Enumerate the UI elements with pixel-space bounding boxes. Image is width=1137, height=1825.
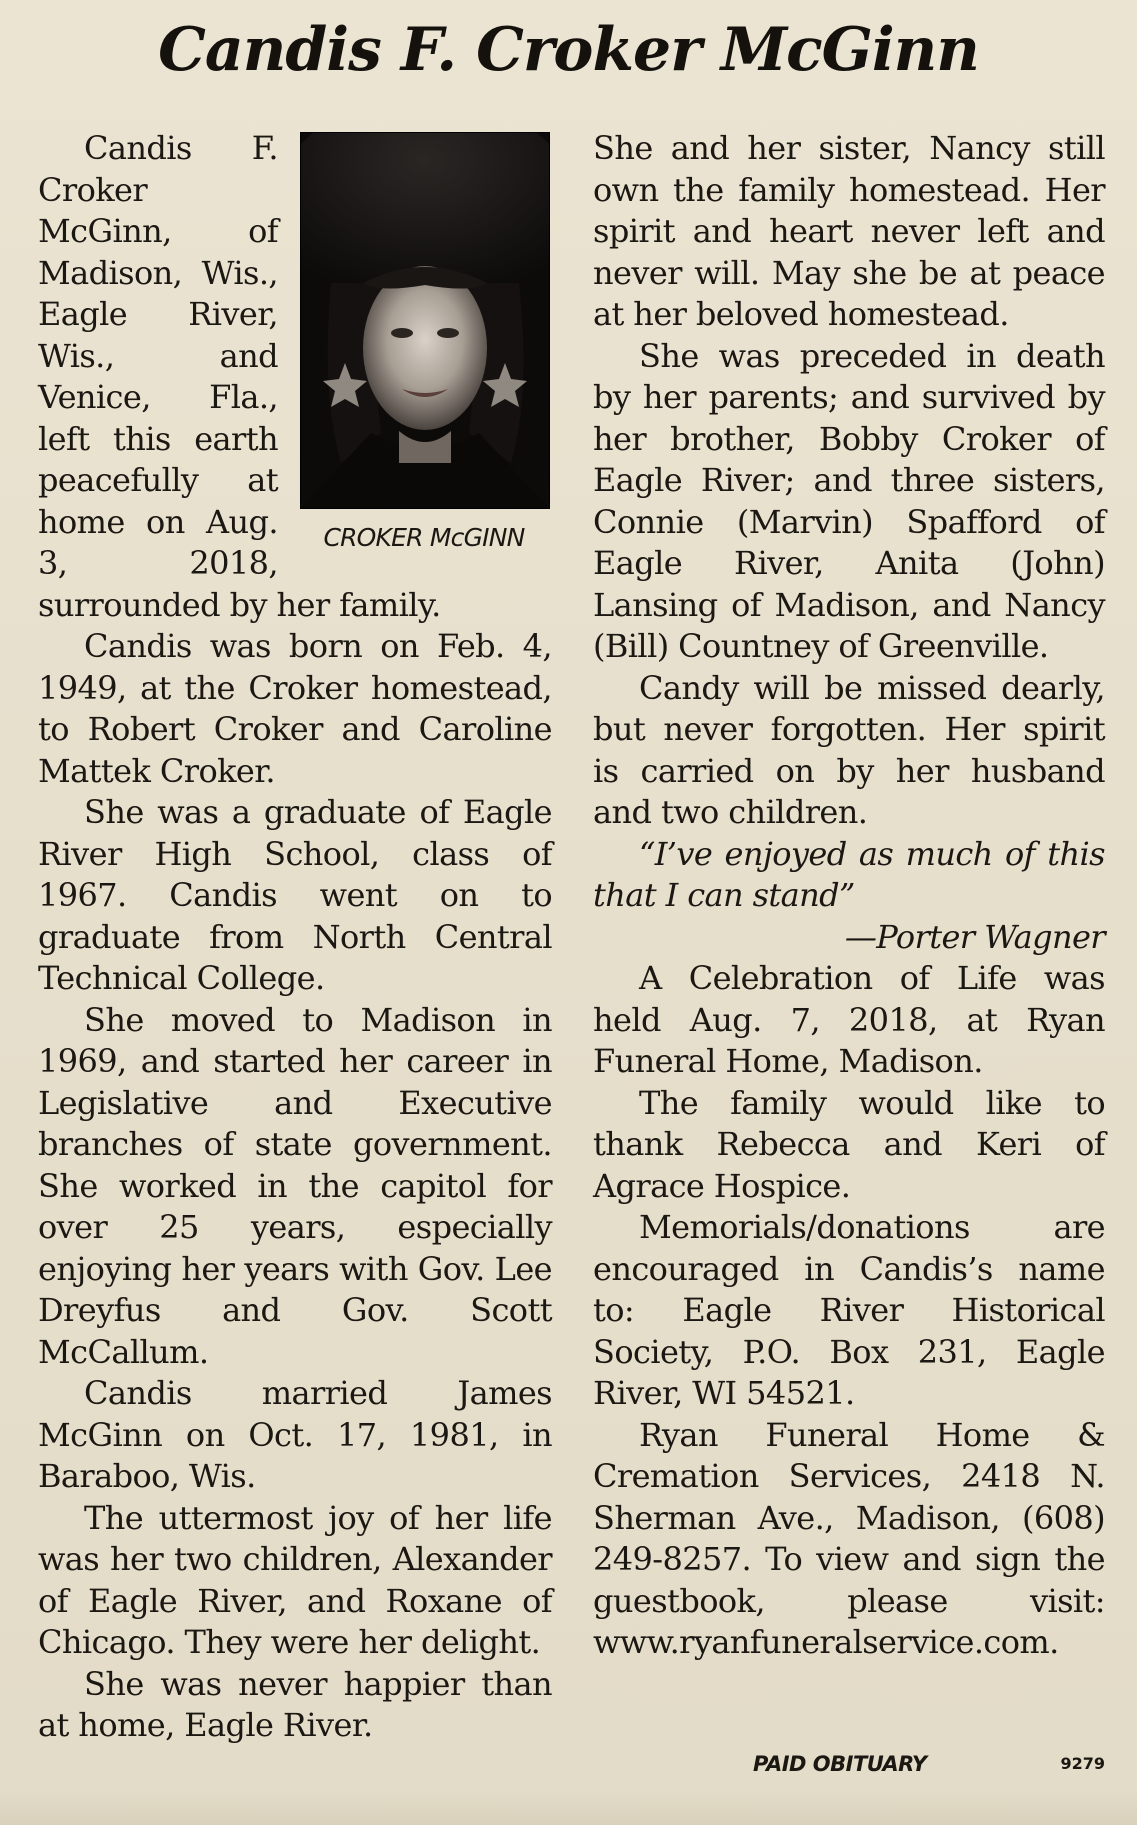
quote-attribution: —Porter Wagner	[844, 917, 1105, 956]
obituary-footer	[593, 1752, 1105, 1782]
obituary-paragraph: Candis married James McGinn on Oct. 17, 1981, in Baraboo, Wis.	[38, 1374, 552, 1495]
portrait-figure	[296, 132, 552, 555]
obituary-paragraph: Ryan Funeral Home & Cremation Services, 2418 N. Sherman Ave., Madison, (608) 249-8257. To view and sign the guestbook, please visit: www.ryanfuneralservice.com.	[593, 1415, 1105, 1661]
right-column	[593, 128, 1105, 1664]
ad-code: 9279	[1060, 1754, 1105, 1773]
portrait-caption: CROKER McGINN	[323, 523, 525, 552]
obituary-paragraph: A Celebration of Life was held Aug. 7, 2018, at Ryan Funeral Home, Madison.	[593, 959, 1105, 1080]
portrait-image	[301, 133, 549, 508]
obituary-paragraph: She was preceded in death by her parents; and survived by her brother, Bobby Croker of Eagle River; and three sisters, Connie (Marvin) Spafford of Eagle River, Anita (John) Lansing of Madison, and Nancy (Bill) Countney of Greenville.	[593, 336, 1105, 665]
obituary-paragraph: Candis F. Croker McGinn, of Madison, Wis., Eagle River, Wis., and Venice, Fla., left this earth peacefully at home on Aug. 3, 2018, surrounded by her family.	[38, 129, 441, 624]
portrait-photo	[300, 132, 550, 509]
obituary-paragraph: Candy will be missed dearly, but never forgotten. Her spirit is carried on by her husband and two children.	[593, 668, 1105, 831]
page-bottom-edge	[0, 1790, 1137, 1825]
left-column	[38, 128, 552, 1747]
quote-text: “I’ve enjoyed as much of this that I can stand”	[593, 834, 1105, 914]
obituary-paragraph: She was never happier than at home, Eagle River.	[38, 1664, 552, 1744]
obituary-paragraph: The family would like to thank Rebecca and Keri of Agrace Hospice.	[593, 1083, 1105, 1205]
obituary-headline: Candis F. Croker McGinn	[158, 15, 979, 85]
obituary-paragraph: She was a graduate of Eagle River High School, class of 1967. Candis went on to graduate from North Central Technical College.	[38, 793, 552, 997]
paid-obituary-label: PAID OBITUARY	[753, 1752, 927, 1776]
obituary-paragraph: She moved to Madison in 1969, and started her career in Legislative and Executive branches of state government. She worked in the capitol for over 25 years, especially enjoying her years with Gov. Lee Dreyfus and Gov. Scott McCallum.	[38, 1000, 552, 1371]
obituary-paragraph: The uttermost joy of her life was her two children, Alexander of Eagle River, and Roxane of Chicago. They were her delight.	[38, 1498, 552, 1661]
obituary-paragraph: Memorials/donations are encouraged in Candis’s name to: Eagle River Historical Society, P.O. Box 231, Eagle River, WI 54521.	[593, 1208, 1105, 1412]
obituary-paragraph: She and her sister, Nancy still own the family homestead. Her spirit and heart never left and never will. May she be at peace at her beloved homestead.	[593, 129, 1105, 333]
obituary-paragraph: Candis was born on Feb. 4, 1949, at the Croker homestead, to Robert Croker and Caroline Mattek Croker.	[38, 627, 552, 790]
